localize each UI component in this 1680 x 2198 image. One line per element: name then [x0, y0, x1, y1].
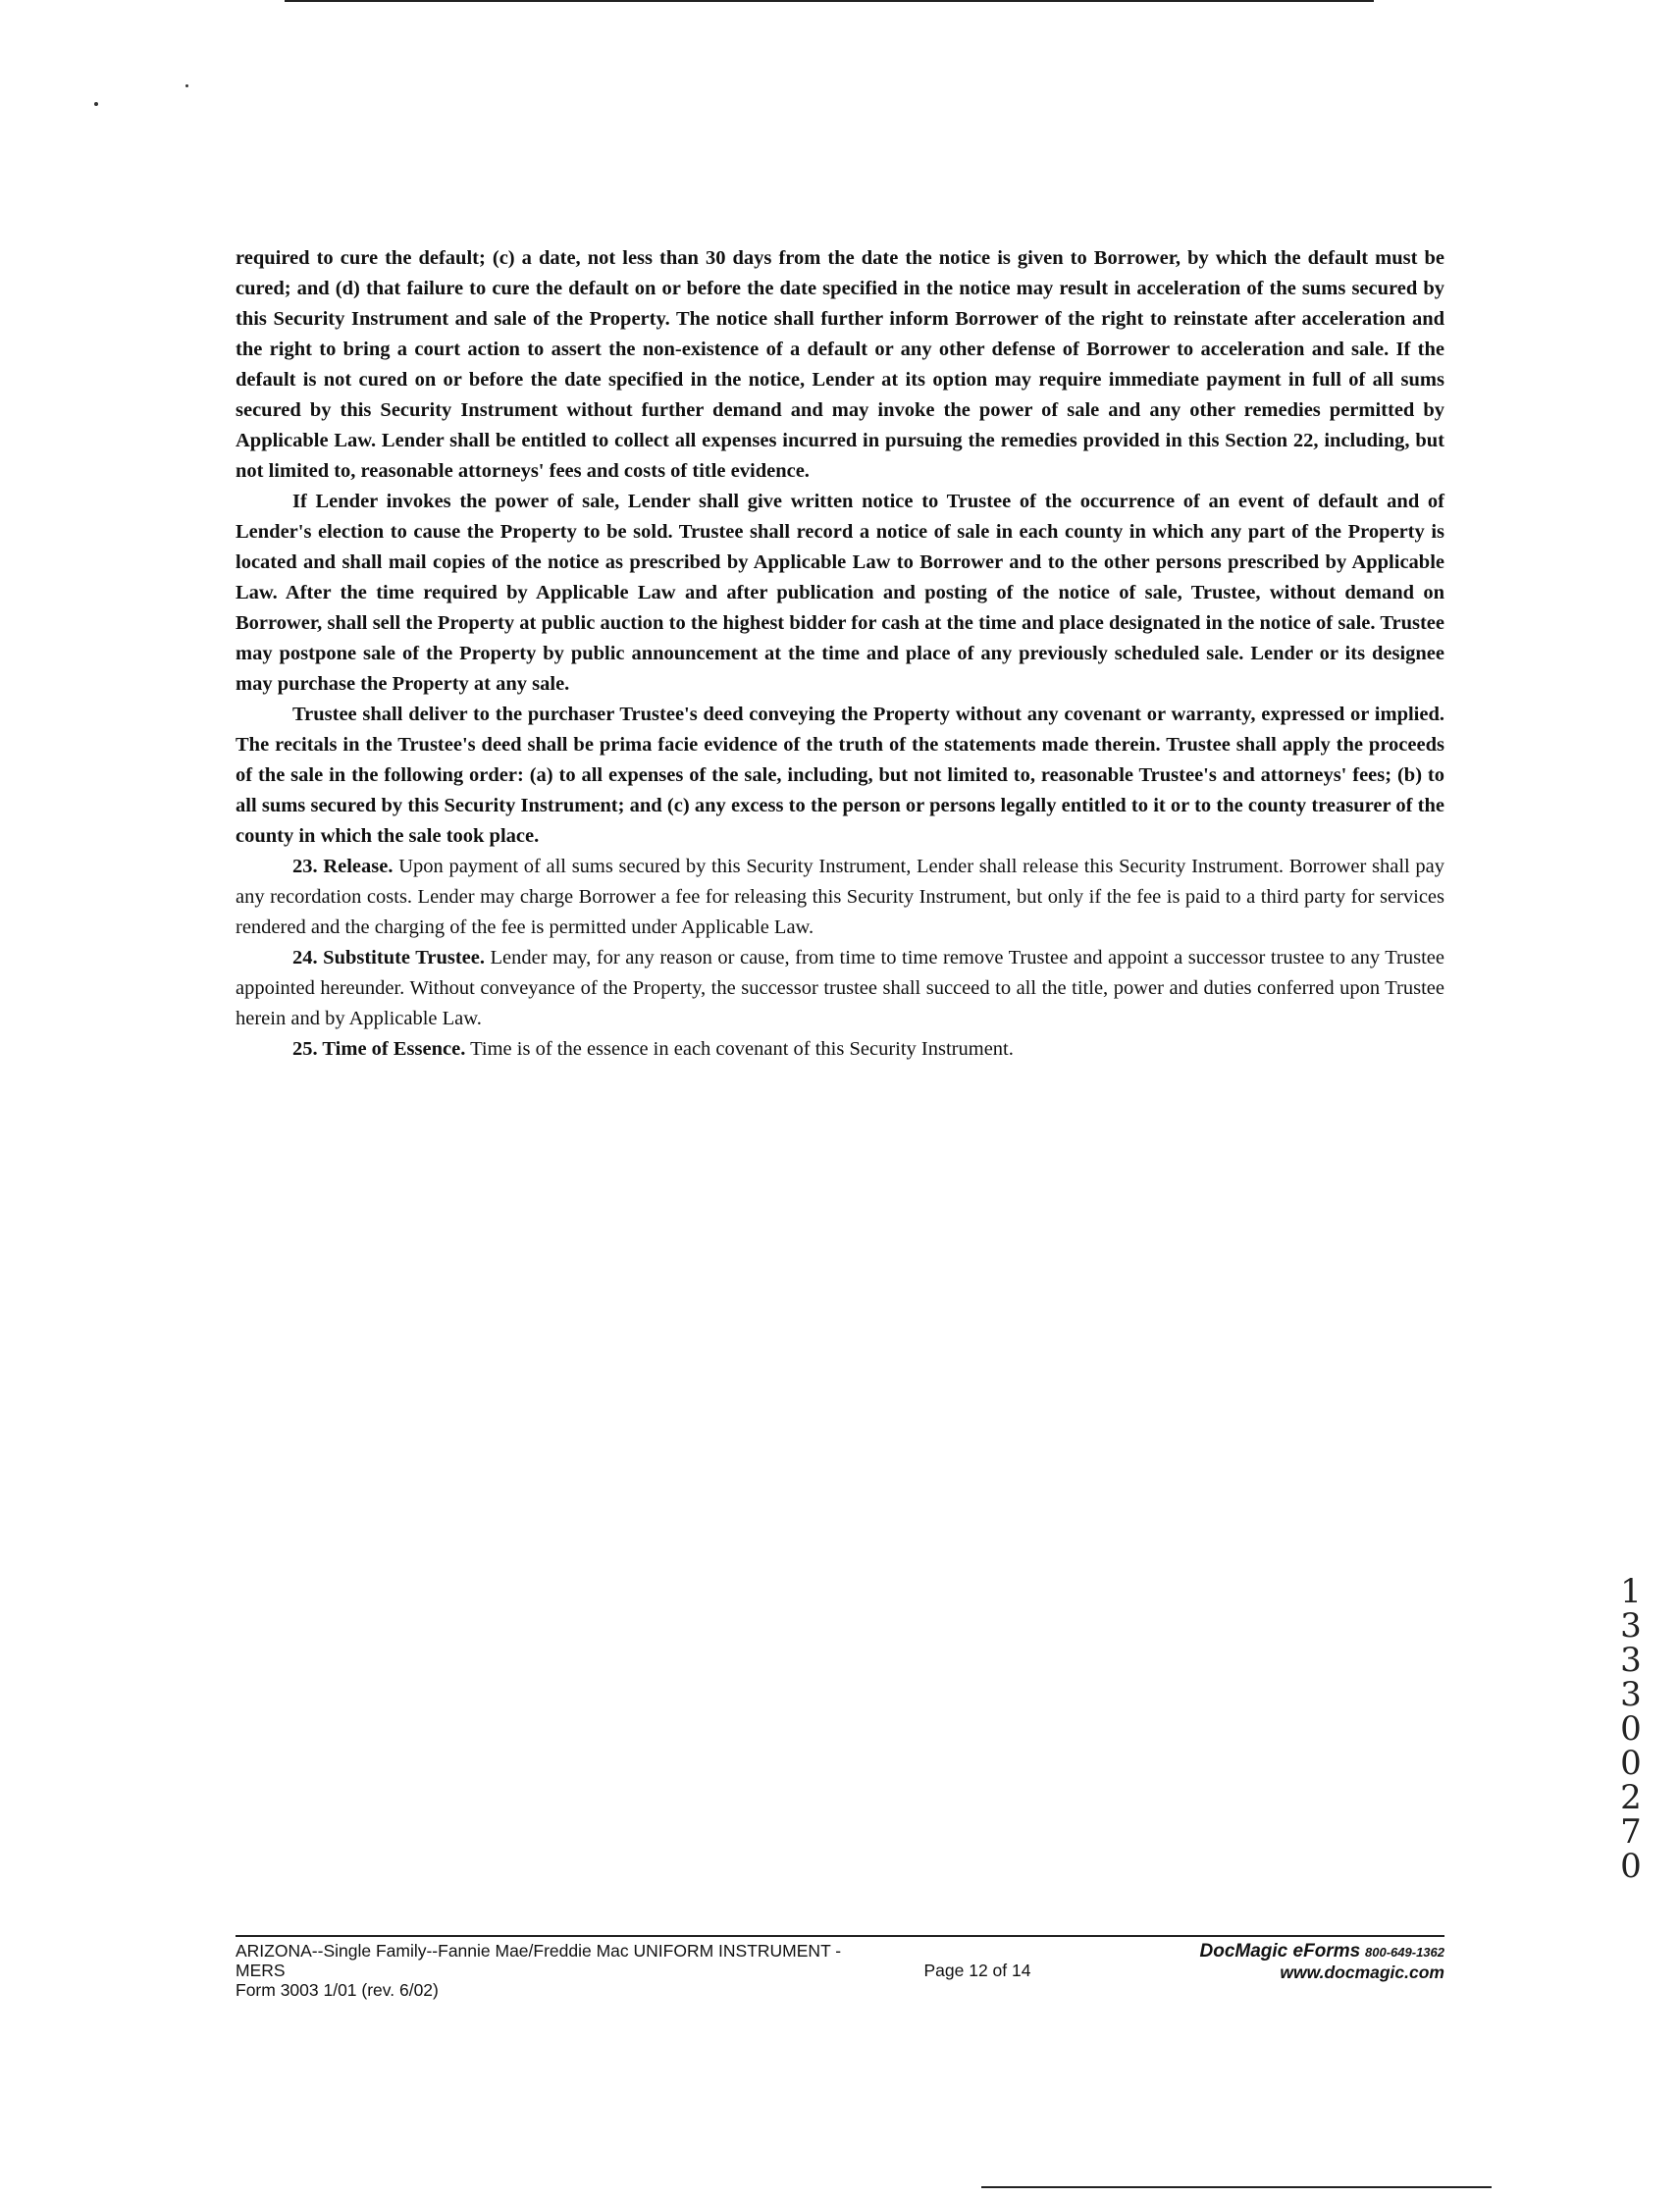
vendor-phone: 800-649-1362 — [1365, 1945, 1444, 1960]
scan-speck — [185, 84, 188, 87]
section-25-heading: 25. Time of Essence. — [292, 1038, 466, 1060]
section-23-text: Upon payment of all sums secured by this Security Instrument, Lender shall release this Security Instrument. Borrower shall pay any recordation costs. Lender may charge Borrower a fee for releasing this Security Instrument, but only if the fee is paid to a third party for services rendered and the charging of the fee is permitted under Applicable Law. — [236, 856, 1445, 938]
section-23-heading: 23. Release. — [292, 856, 394, 877]
vendor-website: www.docmagic.com — [1280, 1962, 1444, 1982]
top-rule — [285, 0, 1374, 2]
bottom-rule — [981, 2186, 1492, 2188]
page-number: Page 12 of 14 — [923, 1961, 1031, 1980]
recording-number: 13330 0270 — [1620, 1572, 1642, 1886]
footer-vendor — [1111, 1941, 1444, 2000]
section-23-release — [236, 852, 1444, 943]
paragraph-trustee-deed: Trustee shall deliver to the purchaser Trustee's deed conveying the Property without any covenant or warranty, expressed or implied. The recitals in the Trustee's deed shall be prima facie evidence of the truth of the statements made therein. Trustee shall apply the proceeds of the sale in the following order: (a) to all expenses of the sale, including, but not limited to, reasonable Trustee's and attorneys' fees; (b) to all sums secured by this Security Instrument; and (c) any excess to the person or persons legally entitled to it or to the county treasurer of the county in which the sale took place. — [236, 704, 1444, 847]
section-25-text: Time is of the essence in each covenant of this Security Instrument. — [470, 1038, 1014, 1060]
section-24-substitute-trustee — [236, 943, 1444, 1034]
footer-form-info — [236, 1941, 844, 2000]
section-25-time-of-essence — [236, 1034, 1444, 1065]
scan-speck — [94, 102, 98, 106]
footer-rule — [236, 1935, 1444, 1937]
form-title: ARIZONA--Single Family--Fannie Mae/Freddie Mac UNIFORM INSTRUMENT - MERS — [236, 1941, 842, 1980]
form-footer — [236, 1935, 1444, 2000]
form-number: Form 3003 1/01 (rev. 6/02) — [236, 1980, 439, 2000]
vendor-brand: DocMagic eForms — [1199, 1941, 1361, 1962]
section-24-text: Lender may, for any reason or cause, from time to time remove Trustee and appoint a successor trustee to any Trustee appointed hereunder. Without conveyance of the Property, the successor trustee shall succeed to all the title, power and duties conferred upon Trustee herein and by Applicable Law. — [236, 947, 1445, 1029]
paragraph-default-notice: required to cure the default; (c) a date, not less than 30 days from the date the notice is given to Borrower, by which the default must be cured; and (d) that failure to cure the default on or before the date specified in the notice may result in acceleration of the sums secured by this Security Instrument and sale of the Property. The notice shall further inform Borrower of the right to reinstate after acceleration and the right to bring a court action to assert the non-existence of a default or any other defense of Borrower to acceleration and sale. If the default is not cured on or before the date specified in the notice, Lender at its option may require immediate payment in full of all sums secured by this Security Instrument without further demand and may invoke the power of sale and any other remedies permitted by Applicable Law. Lender shall be entitled to collect all expenses incurred in pursuing the remedies provided in this Section 22, including, but not limited to, reasonable attorneys' fees and costs of title evidence. — [236, 247, 1444, 482]
paragraph-power-of-sale: If Lender invokes the power of sale, Lender shall give written notice to Trustee of the occurrence of an event of default and of Lender's election to cause the Property to be sold. Trustee shall record a notice of sale in each county in which any part of the Property is located and shall mail copies of the notice as prescribed by Applicable Law to Borrower and to the other persons prescribed by Applicable Law. After the time required by Applicable Law and after publication and posting of the notice of sale, Trustee, without demand on Borrower, shall sell the Property at public auction to the highest bidder for cash at the time and place designated in the notice of sale. Trustee may postpone sale of the Property by public announcement at the time and place of any previously scheduled sale. Lender or its designee may purchase the Property at any sale. — [236, 491, 1444, 695]
section-24-heading: 24. Substitute Trustee. — [292, 947, 485, 968]
footer-row — [236, 1941, 1444, 2000]
document-body — [236, 243, 1444, 1065]
